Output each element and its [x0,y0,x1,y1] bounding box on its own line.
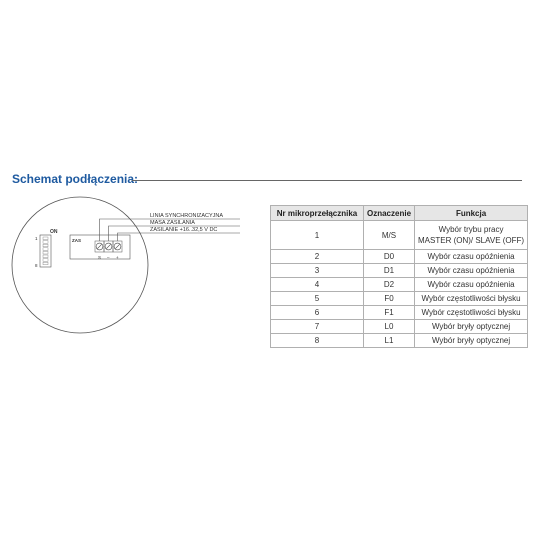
cell-mark: D1 [364,264,415,278]
terminal-plus-label: + [116,255,119,260]
cell-func: Wybór czasu opóźnienia [415,278,528,292]
cell-mark: D2 [364,278,415,292]
cell-func: Wybór bryły optycznej [415,320,528,334]
terminal-screw-plus [113,241,122,252]
cell-nr: 6 [271,306,364,320]
cell-func: Wybór czasu opóźnienia [415,264,528,278]
cell-nr: 2 [271,250,364,264]
table-row [271,320,528,334]
table-row [271,250,528,264]
dip-switch-segments [43,237,48,265]
device-outline [12,197,148,333]
table-row [271,306,528,320]
ground-label: MASA ZASILANIA [150,220,195,226]
cell-mark: L0 [364,320,415,334]
terminal-screw-s [95,241,104,252]
cell-nr: 5 [271,292,364,306]
cell-mark: D0 [364,250,415,264]
cell-func: Wybór czasu opóźnienia [415,250,528,264]
table-header-row [271,206,528,221]
cell-nr: 7 [271,320,364,334]
wiring-diagram-svg [0,195,270,335]
cell-func: Wybór bryły optycznej [415,334,528,348]
table-row [271,278,528,292]
terminal-screw-minus [104,241,113,252]
cell-nr: 8 [271,334,364,348]
dip-switch-table [270,205,528,348]
cell-mark: F0 [364,292,415,306]
sync-line-label: LINIA SYNCHRONIZACYJNA [150,213,224,219]
cell-func [415,221,528,250]
wiring-diagram [0,195,270,335]
supply-wire [118,233,241,241]
cell-mark: M/S [364,221,415,250]
dip-switch-on-label: ON [50,229,58,235]
header-nr: Nr mikroprzełącznika [271,206,364,221]
cell-nr: 1 [271,221,364,250]
header-mark: Oznaczenie [364,206,415,221]
table-row [271,334,528,348]
section-title: Schemat podłączenia: [12,172,139,186]
dip-switch-first-label: 1 [35,236,38,241]
terminal-s-label: S [98,255,102,260]
cell-mark: F1 [364,306,415,320]
cell-func: Wybór częstotliwości błysku [415,306,528,320]
terminal-label: ZAS [72,238,81,243]
cell-mark: L1 [364,334,415,348]
cell-func-line1: Wybór trybu pracy [438,225,504,234]
table-row [271,264,528,278]
table-row [271,221,528,250]
supply-label: ZASILANIE +16..32,5 V DC [150,227,218,233]
title-rule [132,180,522,181]
cell-nr: 3 [271,264,364,278]
cell-nr: 4 [271,278,364,292]
terminal-minus-label: – [107,255,110,260]
header-func: Funkcja [415,206,528,221]
cell-func: Wybór częstotliwości błysku [415,292,528,306]
cell-func-line2: MASTER (ON)/ SLAVE (OFF) [418,236,525,245]
dip-switch-last-label: 8 [35,263,38,268]
table-row [271,292,528,306]
